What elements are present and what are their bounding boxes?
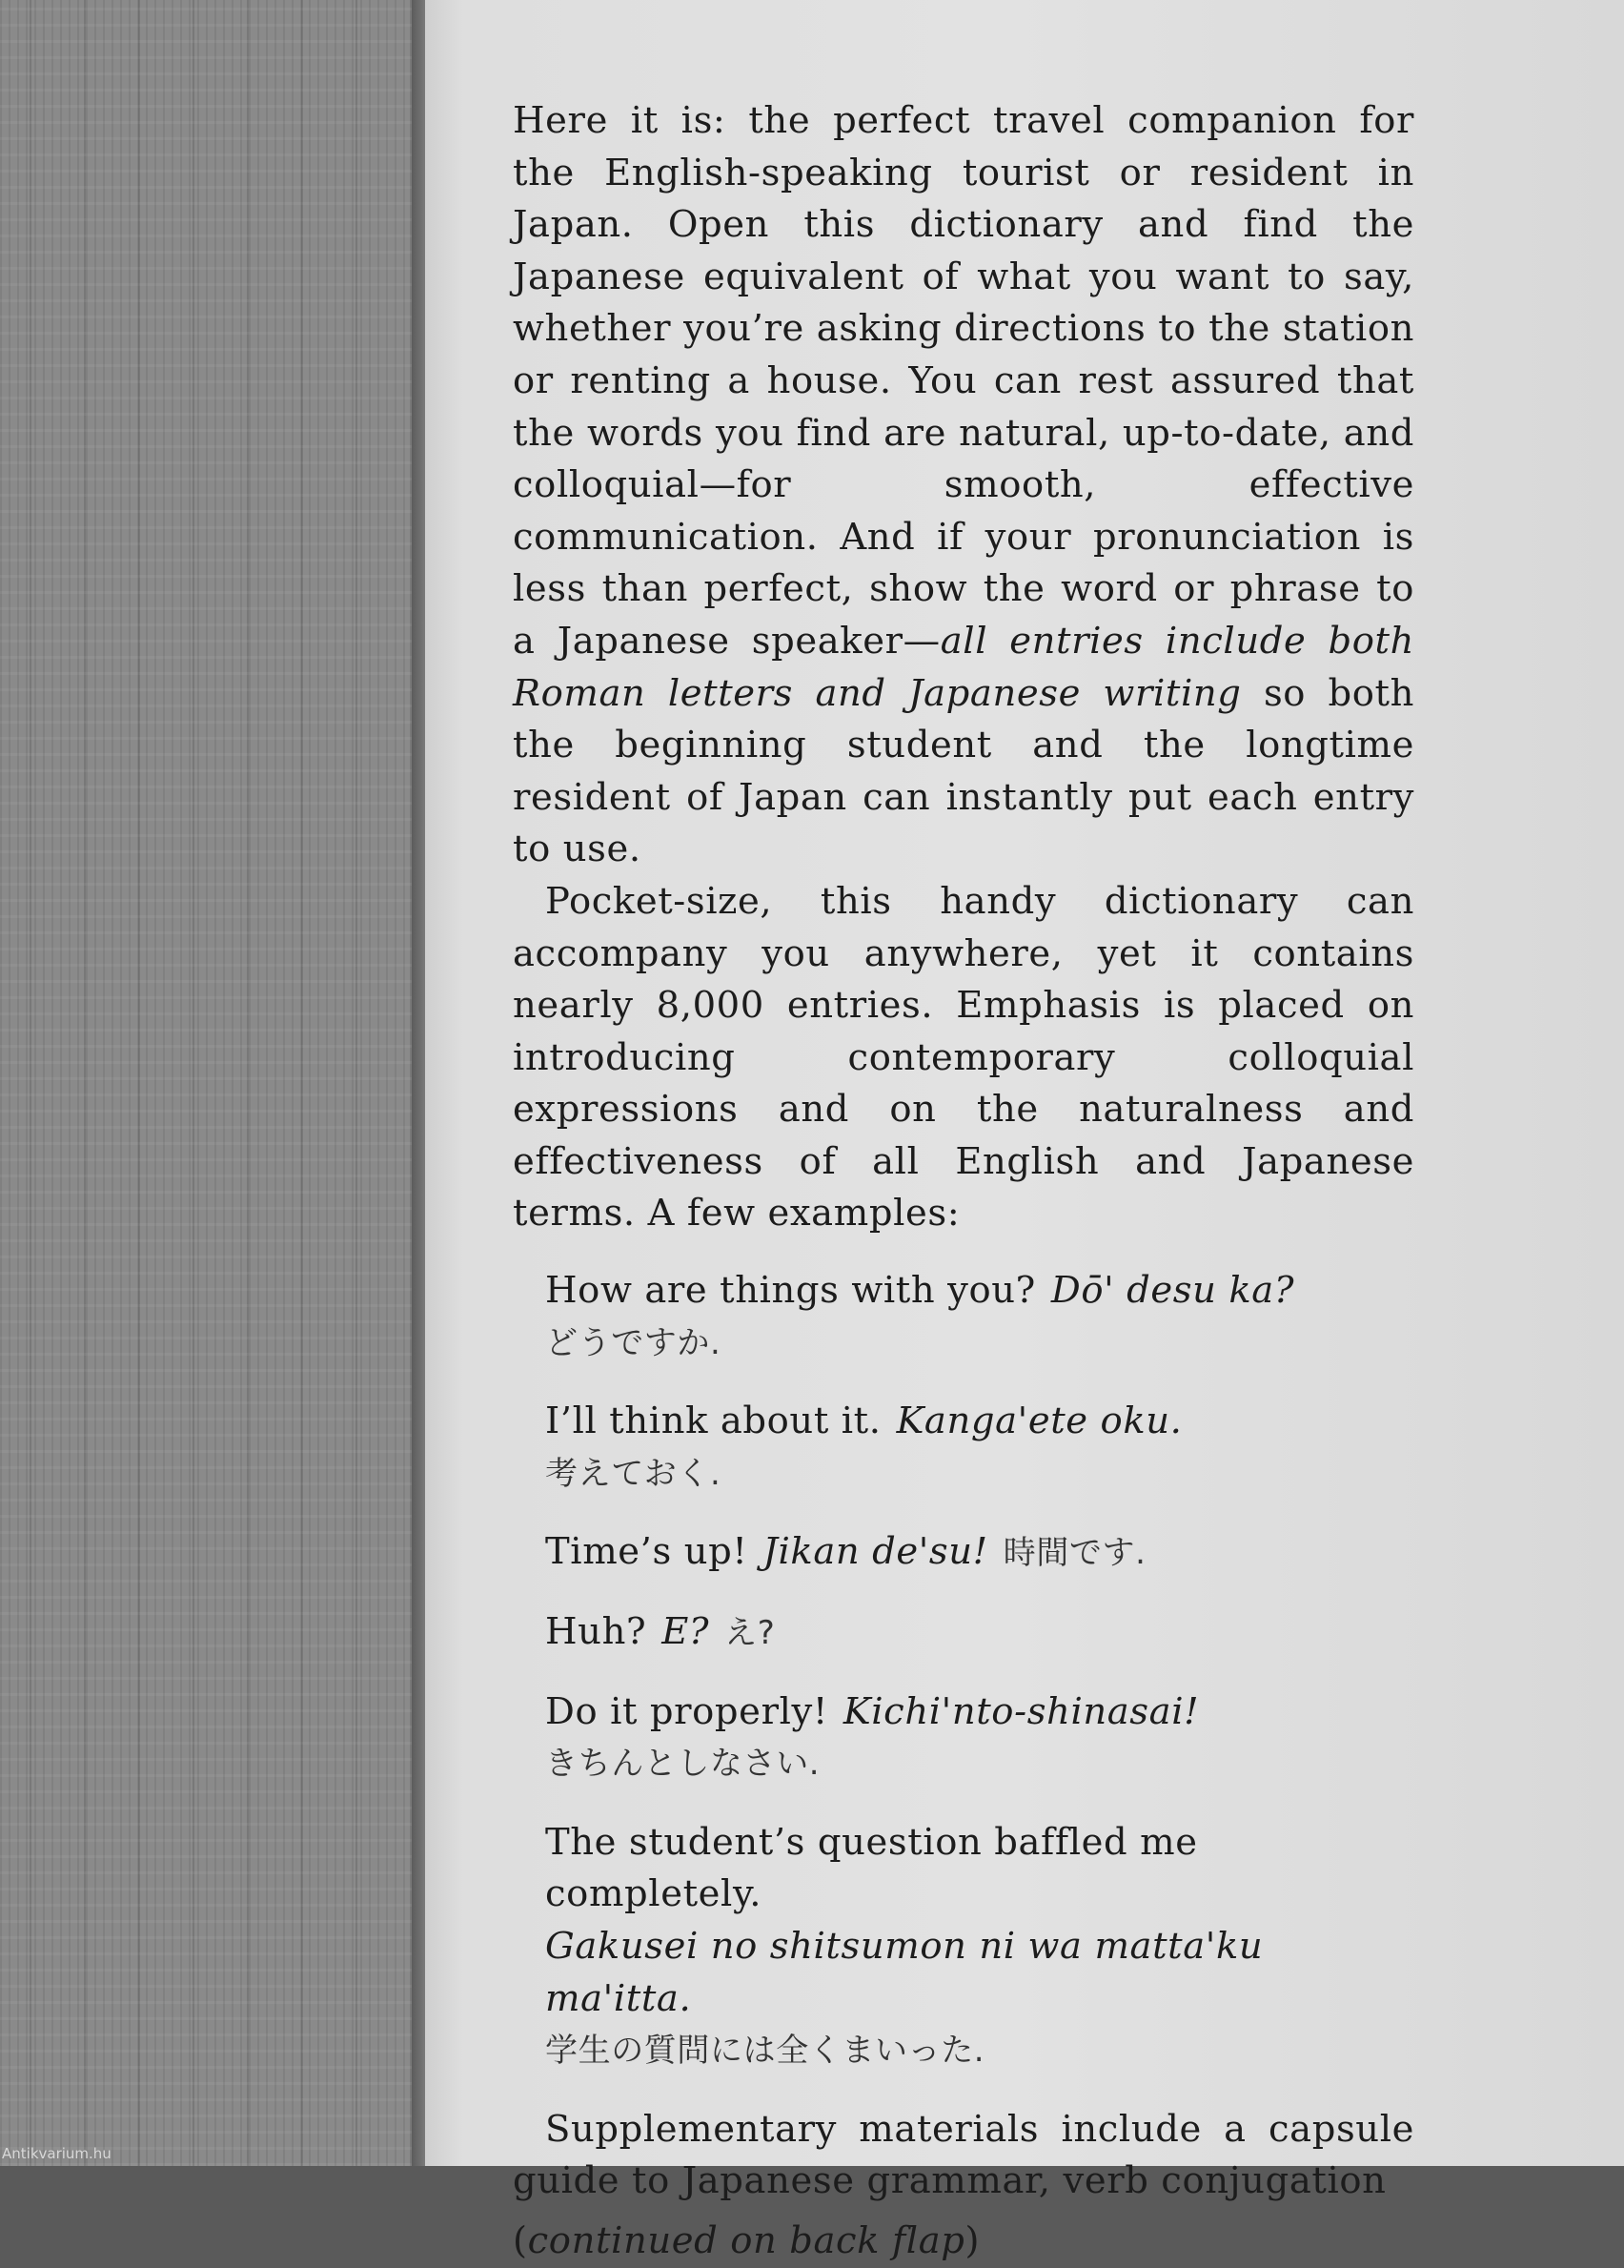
example-romaji: E?: [661, 1610, 710, 1654]
example-item: [545, 1265, 1414, 1369]
intro-paragraph: [513, 95, 1414, 876]
example-english: Time’s up!: [545, 1530, 748, 1574]
example-english: The student’s question baffled me completely.: [545, 1820, 1198, 1916]
example-japanese: どうですか.: [545, 1323, 721, 1362]
example-english: Huh?: [545, 1610, 647, 1654]
examples-list: [513, 1265, 1414, 2077]
example-romaji: Kichi'nto-shinasai!: [842, 1689, 1200, 1733]
watermark: Antikvarium.hu: [2, 2145, 112, 2162]
example-japanese: 考えておく.: [545, 1454, 721, 1493]
example-japanese: きちんとしなさい.: [545, 1745, 821, 1784]
example-romaji: Jikan de'su!: [762, 1530, 988, 1574]
continued-open-paren: (: [513, 2218, 528, 2262]
supplementary-paragraph: Supplementary materials include a capsule guide to Japanese grammar, verb conjugation: [513, 2107, 1414, 2203]
pocket-size-paragraph: Pocket-size, this handy dictionary can accompany you anywhere, yet it contains nearly 8,000 entries. Emphasis is placed on introducing contemporary colloquial expressions and on the naturalness and effectiveness of all English and Japanese terms. A few examples:: [513, 879, 1414, 1236]
example-japanese: 時間です.: [1003, 1534, 1147, 1573]
example-item: [545, 1817, 1414, 2077]
example-japanese: 学生の質問には全くまいった.: [545, 2032, 985, 2071]
example-romaji: Dō' desu ka?: [1050, 1269, 1295, 1313]
example-japanese: え?: [724, 1614, 776, 1653]
intro-text-2: so both the beginning student and the longtime resident of Japan can instantly put each entry to use.: [513, 671, 1414, 871]
continued-text: continued on back flap: [527, 2218, 965, 2262]
example-english: I’ll think about it.: [545, 1400, 882, 1443]
cloth-binding: [0, 0, 424, 2166]
example-romaji: Kanga'ete oku.: [896, 1400, 1183, 1443]
example-english: Do it properly!: [545, 1689, 828, 1733]
intro-text-1: Here it is: the perfect travel companion for the English-speaking tourist or resident in Japan. Open this dictionary and find the Japanese equivalent of what you want to say, whether you’re asking directions to the station or renting a house. You can rest assured that the words you find are natural, up-to-date, and colloquial—for smooth, effective communication. And if your pronunciation is less than perfect, show the word or phrase to a Japanese speaker—: [513, 99, 1414, 663]
example-english: How are things with you?: [545, 1269, 1036, 1313]
example-item: [545, 1606, 1414, 1660]
example-item: [545, 1686, 1414, 1790]
binding-edge: [412, 0, 425, 2166]
continued-close-paren: ): [964, 2218, 981, 2262]
example-item: [545, 1396, 1414, 1500]
flap-text: [513, 95, 1414, 2268]
example-romaji: Gakusei no shitsumon ni wa matta'ku ma'itta.: [545, 1925, 1264, 2020]
intro-italic-text: all entries include both Roman letters and Japanese writing: [513, 619, 1414, 715]
continued-note: [513, 2216, 1414, 2268]
example-item: [545, 1526, 1414, 1580]
